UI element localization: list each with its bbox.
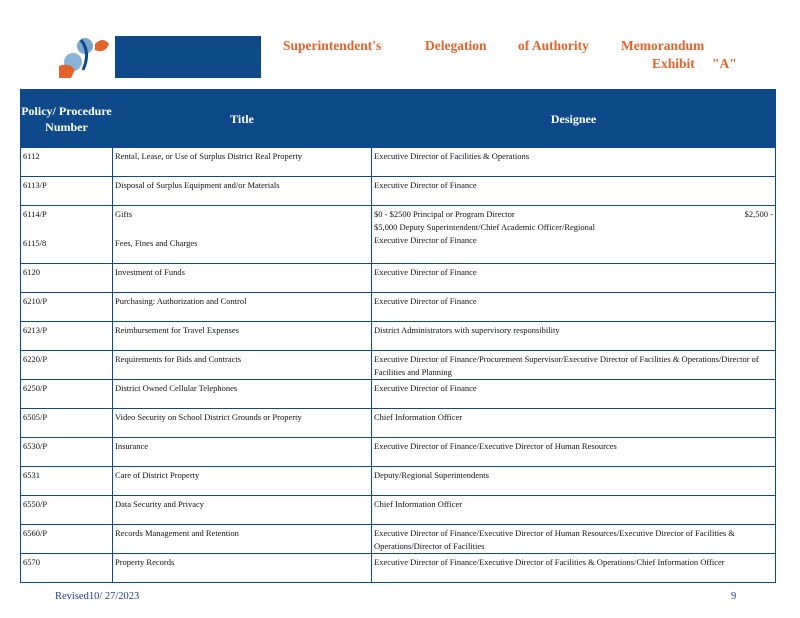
policy-number: 6220/P (21, 351, 113, 380)
table-row (21, 177, 776, 206)
policy-title: Fees, Fines and Charges (115, 238, 198, 248)
policy-number: 6505/P (21, 409, 113, 438)
policy-title-pair (113, 206, 372, 264)
policy-number: 6531 (21, 467, 113, 496)
subtitle-word-2: "A" (712, 56, 737, 71)
policy-designee: Executive Director of Finance/Executive Director of Facilities & Operations/Chief Information Officer (372, 554, 776, 583)
policy-title: Disposal of Surplus Equipment and/or Materials (113, 177, 372, 206)
policy-designee: Executive Director of Finance (372, 293, 776, 322)
policy-title: Property Records (113, 554, 372, 583)
policy-designee: Executive Director of Finance (374, 235, 477, 245)
policy-title: District Owned Cellular Telephones (113, 380, 372, 409)
policy-number: 6114/P (23, 209, 47, 219)
policy-number: 6120 (21, 264, 113, 293)
policy-designee: Executive Director of Finance/Executive Director of Human Resources/Executive Director of Facilities & Operations/Director of Facilities (372, 525, 776, 554)
policy-designee: Executive Director of Finance (372, 264, 776, 293)
policy-designee: District Administrators with supervisory responsibility (372, 322, 776, 351)
delegation-table (20, 89, 776, 583)
table-row (21, 496, 776, 525)
table-row (21, 554, 776, 583)
policy-designee: Executive Director of Finance (372, 177, 776, 206)
policy-title: Gifts (115, 209, 132, 219)
header-designee: Designee (372, 90, 776, 148)
policy-number: 6112 (21, 148, 113, 177)
policy-designee: Executive Director of Finance/Procurement Supervisor/Executive Director of Facilities & Operations/Director of Facilities and Planning (372, 351, 776, 380)
policy-number: 6113/P (21, 177, 113, 206)
header-title: Title (113, 90, 372, 148)
page-number: 9 (731, 591, 737, 602)
policy-number: 6550/P (21, 496, 113, 525)
table-row (21, 525, 776, 554)
subtitle-word-1: Exhibit (652, 56, 695, 71)
table-row (21, 438, 776, 467)
table-row (21, 293, 776, 322)
policy-number-pair (21, 206, 113, 264)
policy-number: 6210/P (21, 293, 113, 322)
header-policy-number: Policy/ Procedure Number (21, 90, 113, 148)
title-word-4: Memorandum (621, 38, 705, 53)
policy-designee: Executive Director of Finance/Executive Director of Human Resources (372, 438, 776, 467)
policy-number: 6530/P (21, 438, 113, 467)
policy-title: Video Security on School District Grounds or Property (113, 409, 372, 438)
table-row (21, 206, 776, 264)
policy-number: 6115/8 (23, 238, 47, 248)
logo-graphic-icon (55, 36, 261, 78)
policy-designee-amount: $2,500 - (744, 209, 773, 219)
title-word-3: of Authority (518, 38, 589, 53)
policy-title: Requirements for Bids and Contracts (113, 351, 372, 380)
policy-designee-pair (372, 206, 776, 264)
policy-number: 6570 (21, 554, 113, 583)
policy-title: Reimbursement for Travel Expenses (113, 322, 372, 351)
table-row (21, 351, 776, 380)
table-row (21, 380, 776, 409)
table-row (21, 322, 776, 351)
revised-date: Revised10/ 27/2023 (55, 591, 140, 602)
policy-designee: Chief Information Officer (372, 496, 776, 525)
policy-designee: Chief Information Officer (372, 409, 776, 438)
table-row (21, 409, 776, 438)
policy-number: 6250/P (21, 380, 113, 409)
table-row (21, 148, 776, 177)
policy-title: Data Security and Privacy (113, 496, 372, 525)
policy-designee: $0 - $2500 Principal or Program Director (374, 209, 515, 219)
district-logo (55, 36, 261, 78)
title-word-1: Superintendent's (283, 38, 382, 53)
policy-title: Care of District Property (113, 467, 372, 496)
title-word-2: Delegation (425, 38, 487, 53)
policy-title: Insurance (113, 438, 372, 467)
table-row (21, 264, 776, 293)
policy-number: 6560/P (21, 525, 113, 554)
policy-designee: Executive Director of Facilities & Operations (372, 148, 776, 177)
policy-designee: Executive Director of Finance (372, 380, 776, 409)
policy-title: Rental, Lease, or Use of Surplus District Real Property (113, 148, 372, 177)
policy-title: Investment of Funds (113, 264, 372, 293)
policy-designee: Deputy/Regional Superintendents (372, 467, 776, 496)
policy-designee: $5,000 Deputy Superintendent/Chief Academic Officer/Regional (374, 222, 596, 232)
policy-title: Records Management and Retention (113, 525, 372, 554)
table-row (21, 467, 776, 496)
policy-title: Purchasing: Authorization and Control (113, 293, 372, 322)
policy-number: 6213/P (21, 322, 113, 351)
